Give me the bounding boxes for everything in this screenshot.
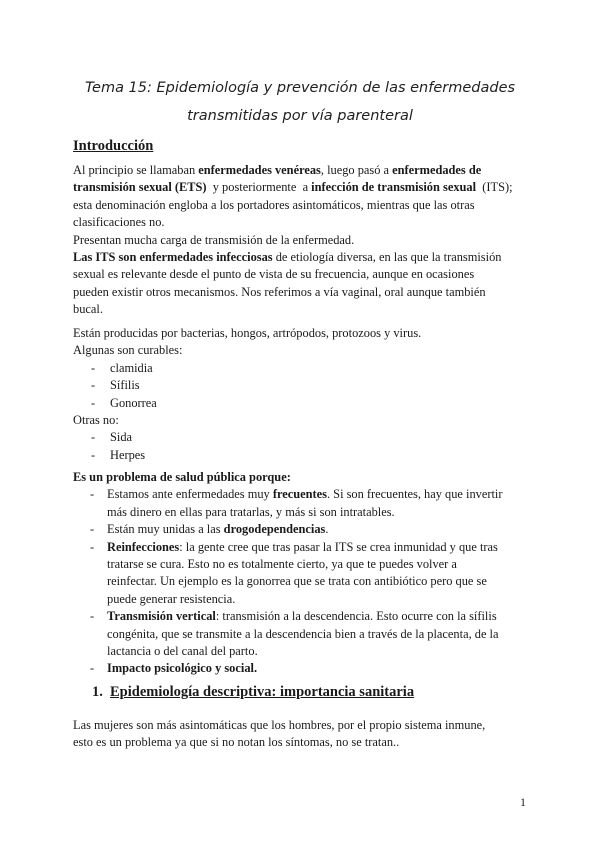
list-item: - Estamos ante enfermedades muy frecuentes. Si son frecuentes, hay que invertir más dinero en ellas para tratarlas, y más si son intratables. [73, 486, 543, 521]
document-title-line-1: Tema 15: Epidemiología y prevención de las enfermedades [84, 80, 516, 96]
intro-heading: Introducción [73, 138, 154, 154]
list-item: - clamidia [73, 360, 543, 377]
list-item: - Reinfecciones: la gente cree que tras pasar la ITS se crea inmunidad y que tras tratarse se cura. Esto no es totalmente cierto, ya que te puedes volver a reinfectar. Un ejemplo es la gonorrea que se trata con antibiótico pero que se puede generar resistencia. [73, 539, 543, 609]
section-1-number: 1. [92, 684, 103, 700]
section-1-paragraph: Las mujeres son más asintomáticas que los hombres, por el propio sistema inmune, esto es un problema ya que si no notan los síntomas, no se tratan.. [73, 718, 486, 750]
list-item: - Están muy unidas a las drogodependencias. [73, 521, 543, 538]
document-title-line-2: transmitidas por vía parenteral [187, 108, 413, 124]
list-item: - Herpes [73, 447, 543, 464]
page-number: 1 [520, 795, 526, 809]
list-item: - Transmisión vertical: transmisión a la descendencia. Esto ocurre con la sífilis congénita, que se transmite a la descendencia bien a través de la placenta, de la lactancia o del canal del parto. [73, 608, 543, 660]
public-health-list [73, 486, 543, 677]
list-item: - Impacto psicológico y social. [73, 660, 543, 677]
public-health-section [73, 469, 543, 678]
list-item: - Gonorrea [73, 395, 543, 412]
section-1-heading: Epidemiología descriptiva: importancia sanitaria [110, 684, 415, 700]
incurable-list [73, 429, 543, 464]
produced-by-text: Están producidas por bacterias, hongos, artrópodos, protozoos y virus. [73, 326, 422, 340]
intro-paragraph-1: Al principio se llamaban enfermedades venéreas, luego pasó a enfermedades de transmisión sexual (ETS) y posteriormente a infección de transmisión sexual (ITS); esta denominación engloba a los portadores asintomáticos, mientras que las otras clasificaciones no. Presentan mucha carga de transmisión de la enfermedad. Las ITS son enfermedades infecciosas de etiología diversa, en las que la transmisión sexual es relevante desde el punto de vista de su frecuencia, aunque en ocasiones pueden existir otros mecanismos. Nos referimos a vía vaginal, oral aunque también bucal. [73, 163, 513, 317]
intro-causes [73, 325, 543, 464]
curable-label: Algunas son curables: [73, 343, 183, 358]
incurable-label: Otras no: [73, 413, 119, 427]
public-health-heading: Es un problema de salud pública porque: [73, 470, 291, 484]
list-item: - Sida [73, 429, 543, 446]
list-item: - Sífilis [73, 377, 543, 394]
curable-list [73, 360, 543, 412]
